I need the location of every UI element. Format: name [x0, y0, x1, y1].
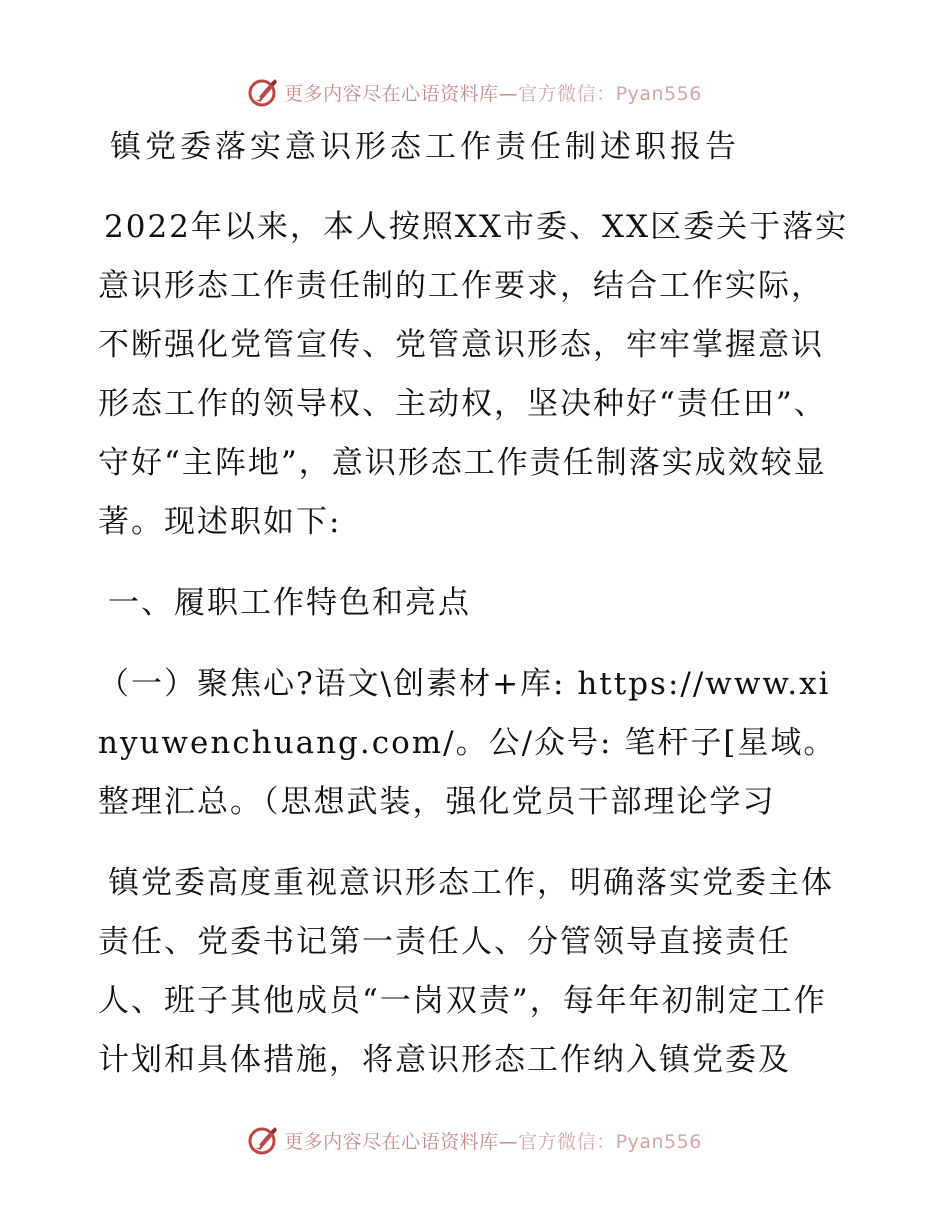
banner-wechat: 官方微信：Pyan556	[518, 82, 702, 105]
banner-wechat: 官方微信：Pyan556	[518, 1130, 702, 1153]
footer-watermark-banner	[0, 1120, 950, 1160]
banner-dash: —	[498, 1130, 519, 1153]
header-watermark-banner	[0, 72, 950, 112]
banner-dash: —	[498, 82, 519, 105]
banner-slogan: 更多内容尽在心语资料库	[284, 82, 499, 105]
document-title: 镇党委落实意识形态工作责任制述职报告	[110, 129, 740, 165]
pen-logo-icon	[248, 1124, 280, 1156]
subsection-heading-1: （一）聚焦心?语文\创素材+库: https://www.xinyuwenchuang.com/。公/众号: 笔杆子[星域。整理汇总。（思想武装，强化党员干部理论学习	[98, 666, 837, 820]
body-paragraph-1: 镇党委高度重视意识形态工作，明确落实党委主体责任、党委书记第一责任人、分管领导直接责任人、班子其他成员“一岗双责”，每年年初制定工作计划和具体措施，将意识形态工作纳入镇党委及	[98, 865, 834, 1078]
document-page	[98, 122, 852, 1090]
intro-paragraph: 2022年以来，本人按照XX市委、XX区委关于落实意识形态工作责任制的工作要求，结合工作实际，不断强化党管宣传、党管意识形态，牢牢掌握意识形态工作的领导权、主动权，坚决种好“责任田”、守好“主阵地”，意识形态工作责任制落实成效较显著。现述职如下:	[98, 209, 849, 540]
banner-slogan: 更多内容尽在心语资料库	[284, 1130, 499, 1153]
section-heading-1: 一、履职工作特色和亮点	[108, 585, 471, 621]
pen-logo-icon	[248, 76, 280, 108]
